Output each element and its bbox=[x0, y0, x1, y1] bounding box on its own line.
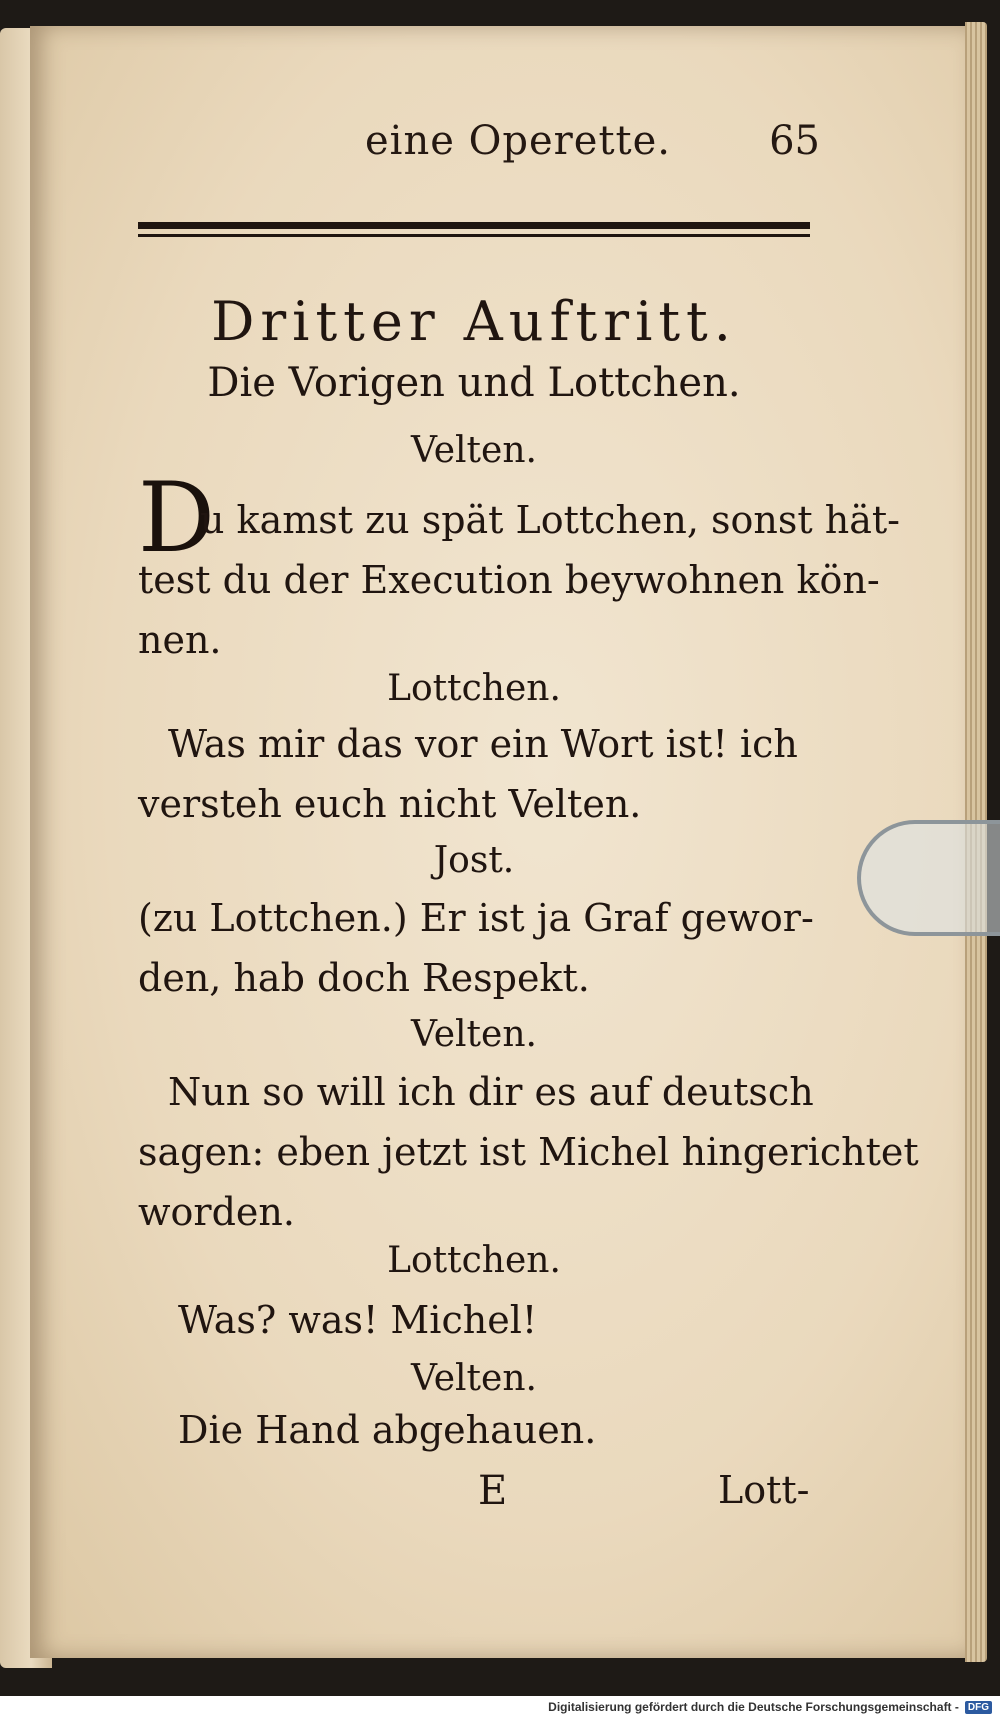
drop-cap: D bbox=[138, 462, 215, 574]
catchword: Lott- bbox=[718, 1468, 810, 1512]
dfg-logo: DFG bbox=[965, 1701, 992, 1714]
dialogue-line: worden. bbox=[138, 1190, 295, 1234]
header-rule-thick bbox=[138, 222, 810, 229]
speaker-name: Velten. bbox=[411, 1014, 537, 1055]
speaker-name: Velten. bbox=[411, 430, 537, 471]
bookmark-clip bbox=[857, 820, 1000, 936]
dialogue-line: versteh euch nicht Velten. bbox=[138, 782, 642, 826]
running-title: eine Operette. bbox=[365, 118, 672, 164]
dialogue-line: Die Hand abgehauen. bbox=[178, 1408, 597, 1452]
dialogue-line: nen. bbox=[138, 618, 222, 662]
cast-line: Die Vorigen und Lottchen. bbox=[207, 360, 741, 406]
dialogue-line: test du der Execution beywohnen kön- bbox=[138, 558, 880, 602]
dialogue-line: Was mir das vor ein Wort ist! ich bbox=[168, 722, 798, 766]
speaker-name: Jost. bbox=[433, 840, 515, 881]
dialogue-line: Nun so will ich dir es auf deutsch bbox=[168, 1070, 814, 1114]
speaker-name: Velten. bbox=[411, 1358, 537, 1399]
header-rule-thin bbox=[138, 234, 810, 237]
dialogue-line: sagen: eben jetzt ist Michel hingerichtet bbox=[138, 1130, 919, 1174]
dialogue-line: den, hab doch Respekt. bbox=[138, 956, 590, 1000]
dialogue-line: (zu Lottchen.) Er ist ja Graf gewor- bbox=[138, 896, 814, 940]
speaker-name: Lottchen. bbox=[387, 668, 561, 709]
dialogue-line: Was? was! Michel! bbox=[178, 1298, 538, 1342]
dialogue-line: u kamst zu spät Lottchen, sonst hät- bbox=[200, 498, 900, 542]
page-number: 65 bbox=[769, 118, 820, 164]
running-header bbox=[130, 118, 820, 178]
footer-bar bbox=[0, 1696, 1000, 1718]
speaker-name: Lottchen. bbox=[387, 1240, 561, 1281]
funding-credit: Digitalisierung gefördert durch die Deutsche Forschungsgemeinschaft - bbox=[548, 1700, 959, 1714]
signature-mark: E bbox=[478, 1468, 508, 1514]
scene-title: Dritter Auftritt. bbox=[211, 290, 737, 353]
